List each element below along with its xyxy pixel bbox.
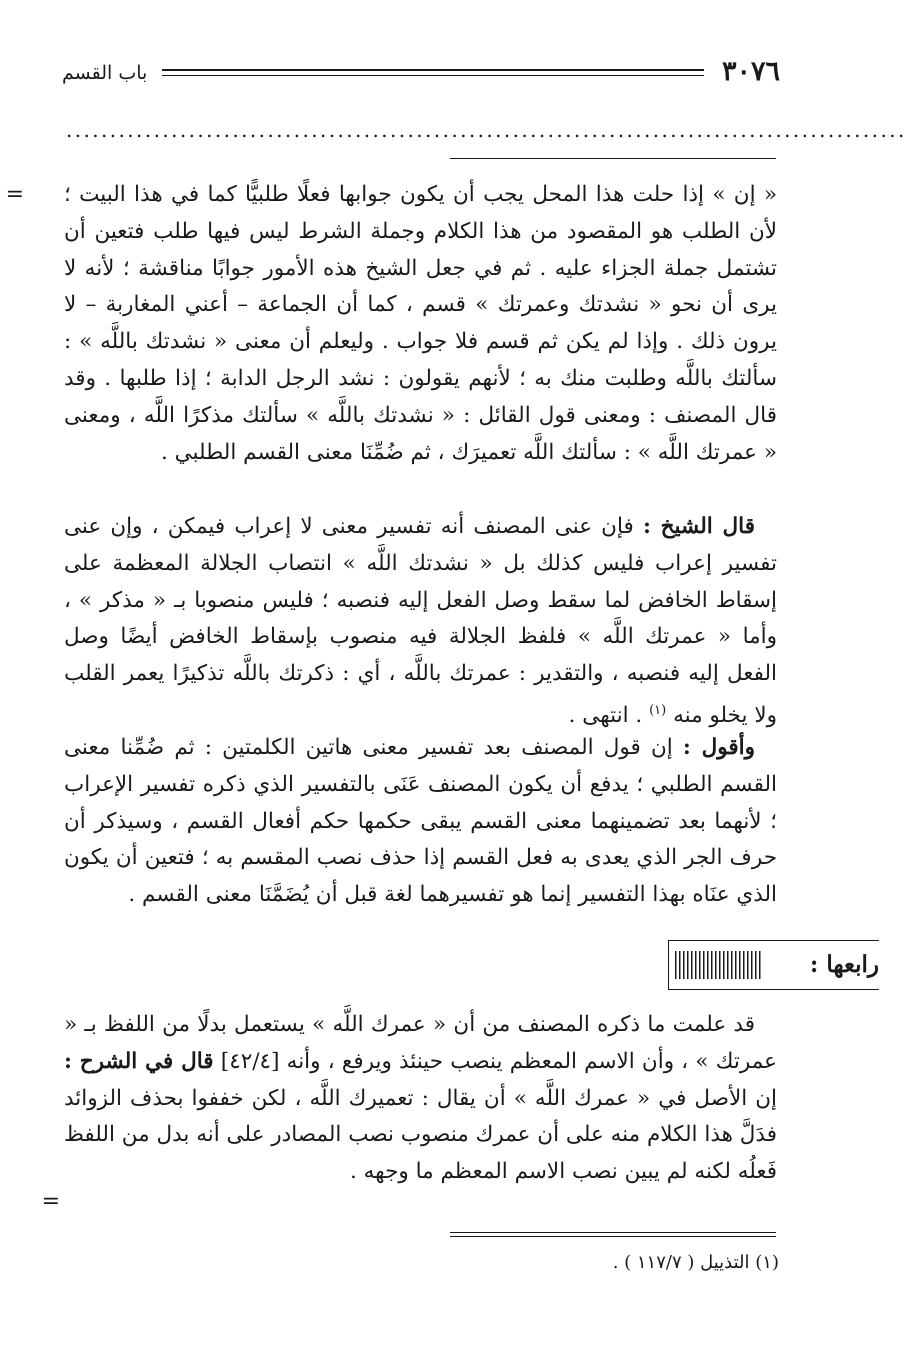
continuation-mark-top: =	[5, 182, 24, 207]
page-number: ٣٠٧٦	[721, 56, 780, 87]
paragraph-4-body-b: إن الأصل في « عمرك اللَّه » أن يقال : تعميرك اللَّه ، لكن خففوا بحذف الزوائد فدَلَّ هذا الكلام منه على أن عمرك منصوب نصب المصادر على أنه بدل من اللفظ فَعلُه لكنه لم يبين نصب الاسم المعظم ما وجهه .	[64, 1085, 777, 1185]
footnote: (١) التذييل ( ١١٧/٧ ) .	[612, 1252, 779, 1273]
paragraph-3-body: إن قول المصنف بعد تفسير معنى هاتين الكلمتين : ثم ضُمِّنا معنى القسم الطلبي ؛ يدفع أن يكون المصنف عَنَى بالتفسير الذي ذكره تفسير الإعراب ؛ لأنهما بعد تضمينهما معنى القسم يبقى حكمها حكم أفعال القسم ، وسيذكر أن حرف الجر الذي يعدى به فعل القسم إذا حذف نصب المقسم به ؛ فتعين أن يكون الذي عنَاه بهذا التفسير إنما هو تفسيرهما لغة قبل أن يُضَمَّنَا معنى القسم .	[64, 735, 777, 908]
paragraph-4-body-a: قد علمت ما ذكره المصنف من أن « عمرك اللَّه » يستعمل بدلًا من اللفظ بـ « عمرتك » ، وأن الاسم المعظم ينصب حينئذ ويرفع ، وأنه [٤٢/٤]	[64, 1012, 777, 1074]
header-rule	[162, 69, 704, 76]
continuation-mark-bottom: =	[41, 1189, 60, 1214]
paragraph-2-end: . انتهى .	[568, 703, 650, 729]
section-heading-ornament	[675, 951, 761, 979]
paragraph-3-text	[64, 730, 777, 914]
running-title: باب القسم	[62, 62, 148, 84]
page-header	[62, 52, 780, 92]
paragraph-1	[64, 177, 777, 471]
paragraph-4-lead: قال في الشرح :	[64, 1048, 214, 1074]
section-heading: رابعها :	[809, 951, 879, 978]
paragraph-3-lead: وأقول :	[682, 735, 755, 760]
footnote-reference: (١)	[649, 702, 667, 718]
paragraph-1-text: « إن » إذا حلت هذا المحل يجب أن يكون جوابها فعلًا طلبيًّا كما في هذا البيت ؛ لأن الطلب هو المقصود من هذا الكلام وجملة الشرط ليس فيها طلب فتعين أن تشتمل جملة الجزاء عليه . ثم في جعل الشيخ هذه الأمور جوابًا مناقشة ؛ لأنه لا يرى أن نحو « نشدتك وعمرتك » قسم ، كما أن الجماعة – أعني المغاربة – لا يرون ذلك . وإذا لم يكن ثم قسم فلا جواب . وليعلم أن معنى « نشدتك باللَّه » : سألتك باللَّه وطلبت منك به ؛ لأنهم يقولون : نشد الرجل الدابة ؛ إذا طلبها . وقد قال المصنف : ومعنى قول القائل : « نشدتك باللَّه » سألتك مذكرًا اللَّه ، ومعنى « عمرتك اللَّه » : سألتك اللَّه تعميرَك ، ثم ضُمِّنَا معنى القسم الطلبي .	[64, 182, 777, 465]
paragraph-4-text	[64, 1007, 777, 1191]
paragraph-2-text	[64, 509, 777, 735]
paragraph-2-lead: قال الشيخ :	[642, 514, 755, 539]
paragraph-2-body: فإن عنى المصنف أنه تفسير معنى لا إعراب فيمكن ، وإن عنى تفسير إعراب فليس كذلك بل « نشدتك اللَّه » انتصاب الجلالة المعظمة على إسقاط الخافض لما سقط وصل الفعل إليه فنصبه ؛ فليس منصوبا بـ « مذكر » ، وأما « عمرتك اللَّه » فلفظ الجلالة فيه منصوب بإسقاط الخافض أيضًا وصل الفعل إليه فنصبه ، والتقدير : عمرتك باللَّه ، أي : ذكرتك باللَّه تذكيرًا يعمر القلب ولا يخلو منه	[64, 514, 777, 729]
short-rule	[450, 158, 776, 159]
section-heading-box	[668, 940, 879, 990]
paragraph-3	[64, 730, 777, 914]
dotted-separator: ................................................................................................	[66, 118, 907, 142]
footnote-rule	[450, 1232, 776, 1237]
paragraph-4	[64, 1007, 777, 1191]
paragraph-2	[64, 509, 777, 735]
